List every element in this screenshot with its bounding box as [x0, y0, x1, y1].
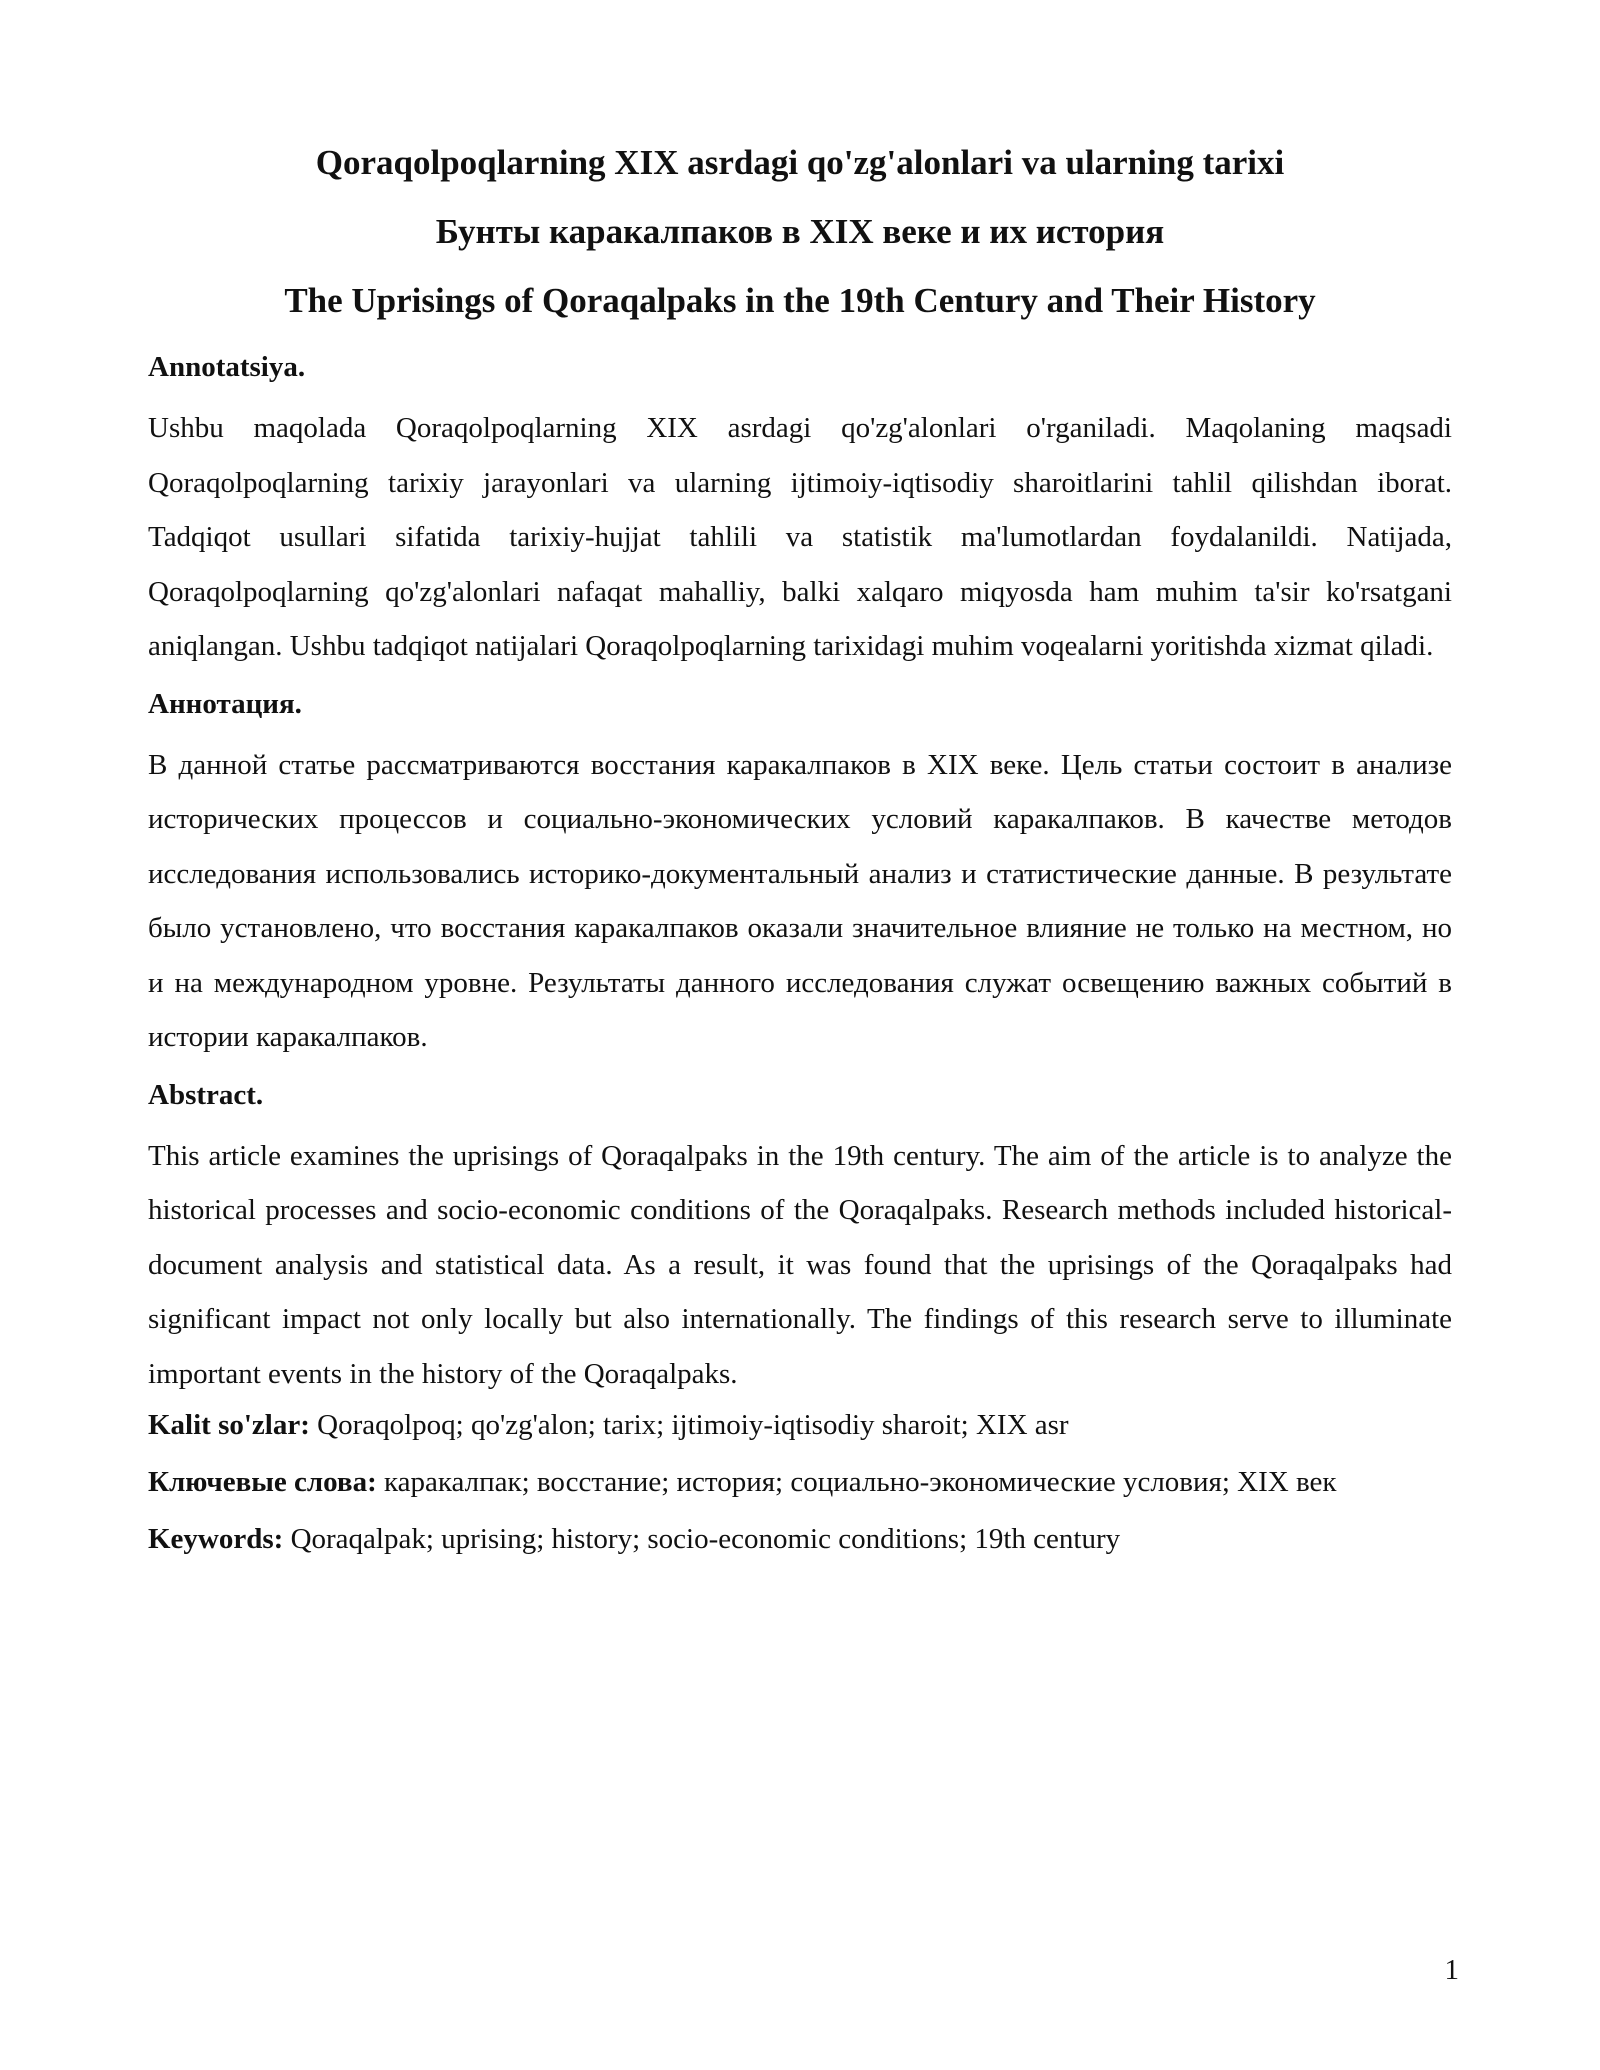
- title-uzbek: Qoraqolpoqlarning XIX asrdagi qo'zg'alonlari va ularning tarixi: [315, 143, 1285, 182]
- document-page: [148, 140, 1452, 1576]
- keywords-uz-label: Kalit so'zlar:: [148, 1409, 310, 1441]
- annotation-ru-text: В данной статье рассматриваются восстания каракалпаков в XIX веке. Цель статьи состоит в анализе исторических процессов и социально-экономических условий каракалпаков. В качестве методов исследования использовались историко-документальный анализ и статистические данные. В результате было установлено, что восстания каракалпаков оказали значительное влияние не только на местном, но и на международном уровне. Результаты данного исследования служат освещению важных событий в истории каракалпаков.: [148, 748, 1452, 1053]
- title-english: The Uprisings of Qoraqalpaks in the 19th Century and Their History: [284, 281, 1316, 320]
- keywords-uz-value: Qoraqolpoq; qo'zg'alon; tarix; ijtimoiy-iqtisodiy sharoit; XIX asr: [309, 1409, 1069, 1441]
- keywords-en-label: Keywords:: [148, 1523, 284, 1555]
- abstract-en-text: This article examines the uprisings of Qoraqalpaks in the 19th century. The aim of the article is to analyze the historical processes and socio-economic conditions of the Qoraqalpaks. Research methods included historical-document analysis and statistical data. As a result, it was found that the uprisings of the Qoraqalpaks had significant impact not only locally but also internationally. The findings of this research serve to illuminate important events in the history of the Qoraqalpaks.: [148, 1139, 1452, 1390]
- keywords-uz: [148, 1405, 1452, 1445]
- title-russian: Бунты каракалпаков в XIX веке и их история: [435, 212, 1165, 251]
- keywords-en-value: Qoraqalpak; uprising; history; socio-economic conditions; 19th century: [283, 1523, 1121, 1555]
- annotation-uz-heading: Annotatsiya.: [148, 351, 306, 383]
- page-number: 1: [1444, 1954, 1459, 1986]
- keywords-ru-value: каракалпак; восстание; история; социально-экономические условия; XIX век: [376, 1466, 1337, 1498]
- annotation-uz-text: Ushbu maqolada Qoraqolpoqlarning XIX asrdagi qo'zg'alonlari o'rganiladi. Maqolaning maqsadi Qoraqolpoqlarning tarixiy jarayonlari va ularning ijtimoiy-iqtisodiy sharoitlarini tahlil qilishdan iborat. Tadqiqot usullari sifatida tarixiy-hujjat tahlili va statistik ma'lumotlardan foydalanildi. Natijada, Qoraqolpoqlarning qo'zg'alonlari nafaqat mahalliy, balki xalqaro miqyosda ham muhim ta'sir ko'rsatgani aniqlangan. Ushbu tadqiqot natijalari Qoraqolpoqlarning tarixidagi muhim voqealarni yoritishda xizmat qiladi.: [148, 412, 1452, 662]
- keywords-ru: [148, 1462, 1452, 1502]
- keywords-en: [148, 1519, 1452, 1559]
- keywords-ru-label: Ключевые слова:: [148, 1466, 377, 1498]
- abstract-en-heading: Abstract.: [148, 1078, 264, 1111]
- annotation-ru-heading: Аннотация.: [148, 687, 302, 720]
